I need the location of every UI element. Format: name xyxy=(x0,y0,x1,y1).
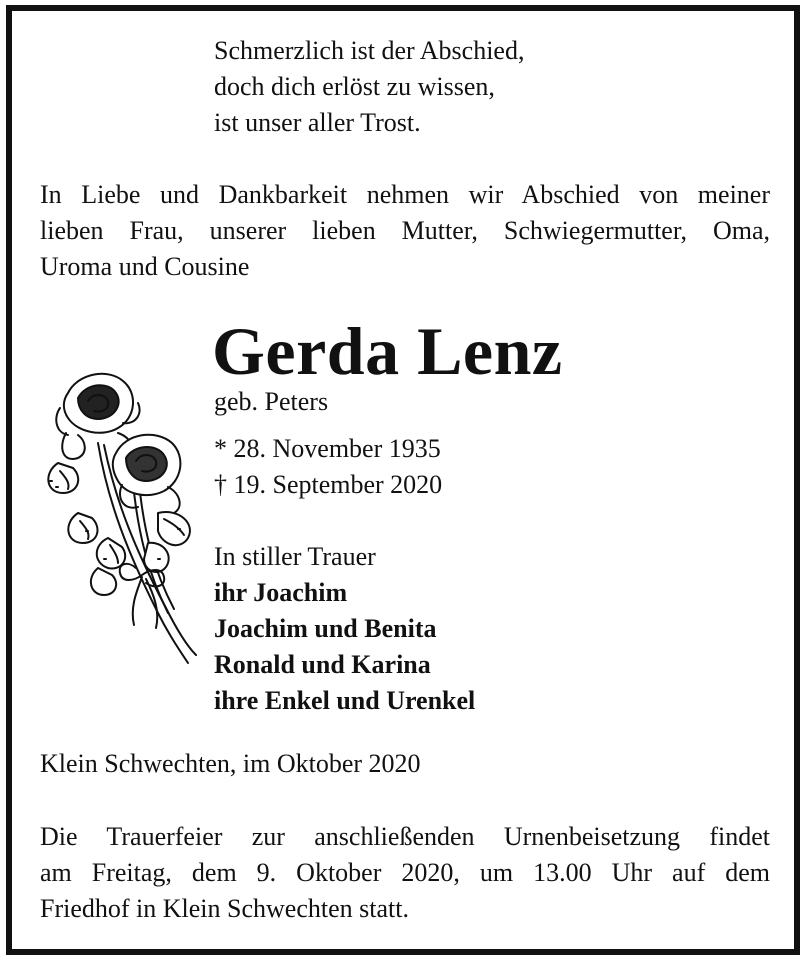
roses-icon xyxy=(38,363,208,673)
service-line-2: am Freitag, dem 9. Oktober 2020, um 13.00 Uhr auf dem xyxy=(40,858,770,887)
place-date: Klein Schwechten, im Oktober 2020 xyxy=(40,749,421,778)
birth-date: * 28. November 1935 xyxy=(214,434,441,463)
intro-text xyxy=(40,177,770,285)
service-info xyxy=(40,819,770,927)
obituary-notice xyxy=(6,5,800,955)
poem-line-2: doch dich erlöst zu wissen, xyxy=(214,72,495,101)
service-line-1: Die Trauerfeier zur anschließenden Urnenbeisetzung findet xyxy=(40,822,770,851)
death-date: † 19. September 2020 xyxy=(214,470,443,499)
mourners xyxy=(214,539,475,719)
life-dates xyxy=(214,431,442,503)
mourners-heading: In stiller Trauer xyxy=(214,542,376,571)
intro-line-1: In Liebe und Dankbarkeit nehmen wir Abschied von meiner xyxy=(40,180,770,209)
maiden-name: geb. Peters xyxy=(214,387,329,416)
mourner-4: ihre Enkel und Urenkel xyxy=(214,686,476,715)
mourner-3: Ronald und Karina xyxy=(214,650,431,679)
mourner-1: ihr Joachim xyxy=(214,578,348,607)
poem-line-3: ist unser aller Trost. xyxy=(214,108,421,137)
mourner-2: Joachim und Benita xyxy=(214,614,437,643)
service-line-3: Friedhof in Klein Schwechten statt. xyxy=(40,894,409,923)
deceased-name: Gerda Lenz xyxy=(212,313,563,389)
intro-line-2: lieben Frau, unserer lieben Mutter, Schwiegermutter, Oma, xyxy=(40,216,770,245)
intro-line-3: Uroma und Cousine xyxy=(40,252,250,281)
poem-line-1: Schmerzlich ist der Abschied, xyxy=(214,36,525,65)
poem xyxy=(214,33,524,141)
